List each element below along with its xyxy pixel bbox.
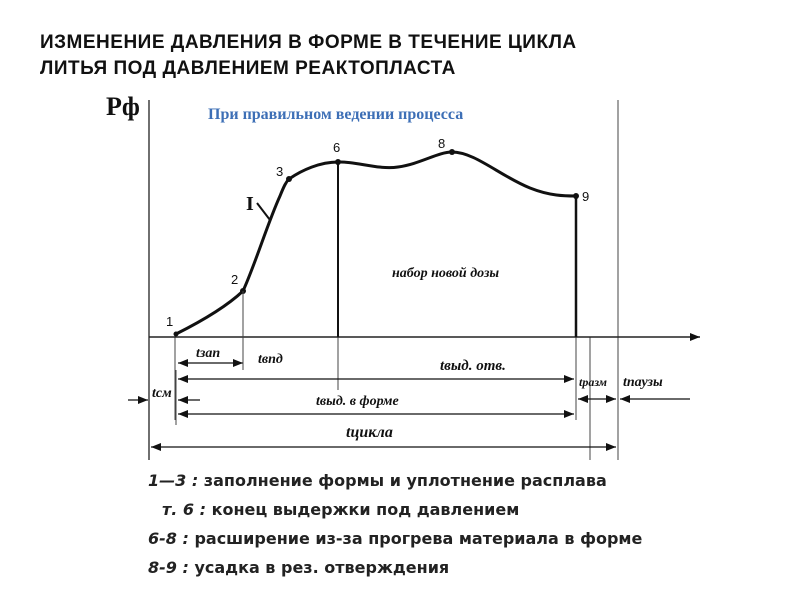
point-2-label: 2: [231, 272, 239, 287]
legend-text: заполнение формы и уплотнение расплава: [198, 471, 607, 490]
label-t-razm: tразм: [579, 375, 607, 389]
legend-key: 1—3 :: [148, 471, 199, 490]
point-8-label: 8: [438, 136, 446, 151]
legend-text: конец выдержки под давлением: [206, 500, 520, 519]
legend-row-4: [148, 553, 642, 582]
title-line-2: ЛИТЬЯ ПОД ДАВЛЕНИЕМ РЕАКТОПЛАСТА: [40, 58, 456, 79]
legend-key: 6-8 :: [148, 529, 189, 548]
point-9-marker: [573, 193, 579, 199]
label-t-vpd: tвпд: [258, 352, 283, 367]
diagram-subtitle: При правильном ведении процесса: [208, 106, 464, 123]
point-3-marker: [286, 176, 292, 182]
y-axis-label: Рф: [106, 92, 140, 121]
point-1-label: 1: [166, 314, 174, 329]
region-i-pointer: [257, 203, 270, 220]
legend-row-3: [148, 524, 642, 553]
label-t-zap: tзап: [196, 346, 221, 361]
legend-row-2: [148, 495, 642, 524]
point-3-label: 3: [276, 164, 284, 179]
pressure-curve: [176, 152, 576, 334]
label-t-vyd-forme: tвыд. в форме: [316, 394, 399, 409]
label-t-vyd-otv: tвыд. отв.: [440, 358, 506, 374]
title-line-1: ИЗМЕНЕНИЕ ДАВЛЕНИЯ В ФОРМЕ В ТЕЧЕНИЕ ЦИКЛА: [40, 32, 577, 53]
label-t-pauzy: tпаузы: [623, 375, 663, 390]
point-1-marker: [174, 332, 179, 337]
legend-text: усадка в рез. отверждения: [188, 558, 450, 577]
legend-key: 8-9 :: [148, 558, 189, 577]
legend-row-1: [148, 466, 642, 495]
region-i-label: I: [246, 193, 254, 215]
label-t-cycle: tцикла: [346, 424, 393, 441]
legend: [148, 466, 642, 582]
legend-key: т. 6 :: [162, 500, 207, 519]
legend-text: расширение из-за прогрева материала в форме: [188, 529, 643, 548]
dose-label: набор новой дозы: [392, 266, 500, 281]
point-6-label: 6: [333, 140, 341, 155]
label-t-sm: tсм: [152, 386, 172, 401]
point-8-marker: [449, 149, 455, 155]
point-9-label: 9: [582, 189, 590, 204]
point-6-marker: [335, 159, 341, 165]
